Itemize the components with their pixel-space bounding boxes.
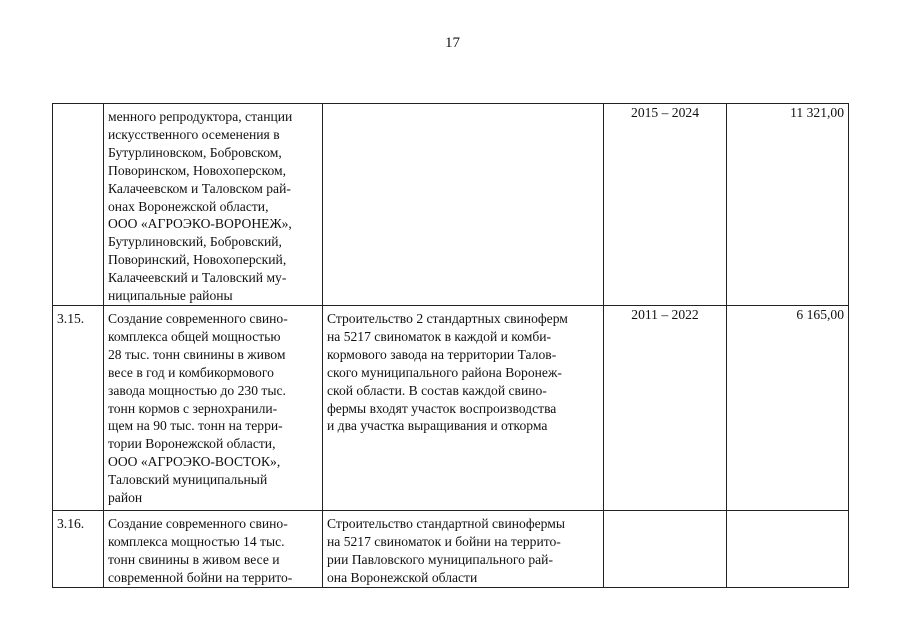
project-description-cell [323, 305, 604, 510]
project-description-cell [323, 104, 604, 306]
project-description: Строительство стандартной свинофермы на 5217 свиноматок и бойни на террито- рии Павловского муниципального рай- она Воронежской области [327, 515, 565, 585]
project-name-cell [104, 104, 323, 306]
amount-cell [727, 510, 849, 587]
investment-projects-table [52, 103, 849, 588]
project-name: Создание современного свино- комплекса общей мощностью 28 тыс. тонн свинины в живом весе в год и комбикормового завода мощностью до 230 тыс. тонн кормов с зернохранили- щем на 90 тыс. тонн на терри- тории Воронежской области, ООО «АГРОЭКО-ВОСТОК», Таловский муниципальный район [108, 310, 288, 506]
table-row [53, 104, 849, 306]
project-name: менного репродуктора, станции искусственного осеменения в Бутурлиновском, Бобровском, Поворинском, Новохоперском, Калачеевском и Таловском рай- онах Воронежской области, ООО «АГРОЭКО-ВОРОНЕЖ», Бутурлиновский, Бобровский, Поворинский, Новохоперский, Калачеевский и Таловский му- ниципальные районы [108, 109, 293, 304]
project-name-cell [104, 510, 323, 587]
period-cell: 2011 – 2022 [604, 305, 727, 510]
project-name: Создание современного свино- комплекса мощностью 14 тыс. тонн свинины в живом весе и современной бойни на террито- [108, 515, 293, 585]
period-cell [604, 510, 727, 587]
page-number: 17 [445, 35, 460, 51]
amount-cell: 6 165,00 [727, 305, 849, 510]
project-description: Строительство 2 стандартных свиноферм на 5217 свиноматок в каждой и комби- кормового завода на территории Талов- ского муниципального района Воронеж- ской области. В состав каждой свино- фермы входят участок воспроизводства и два участка выращивания и откорма [327, 310, 568, 434]
table-row [53, 510, 849, 587]
period-cell: 2015 – 2024 [604, 104, 727, 306]
amount-cell: 11 321,00 [727, 104, 849, 306]
row-number-cell: 3.16. [53, 510, 104, 587]
row-number-cell [53, 104, 104, 306]
project-description-cell [323, 510, 604, 587]
table-row [53, 305, 849, 510]
project-name-cell [104, 305, 323, 510]
row-number-cell: 3.15. [53, 305, 104, 510]
